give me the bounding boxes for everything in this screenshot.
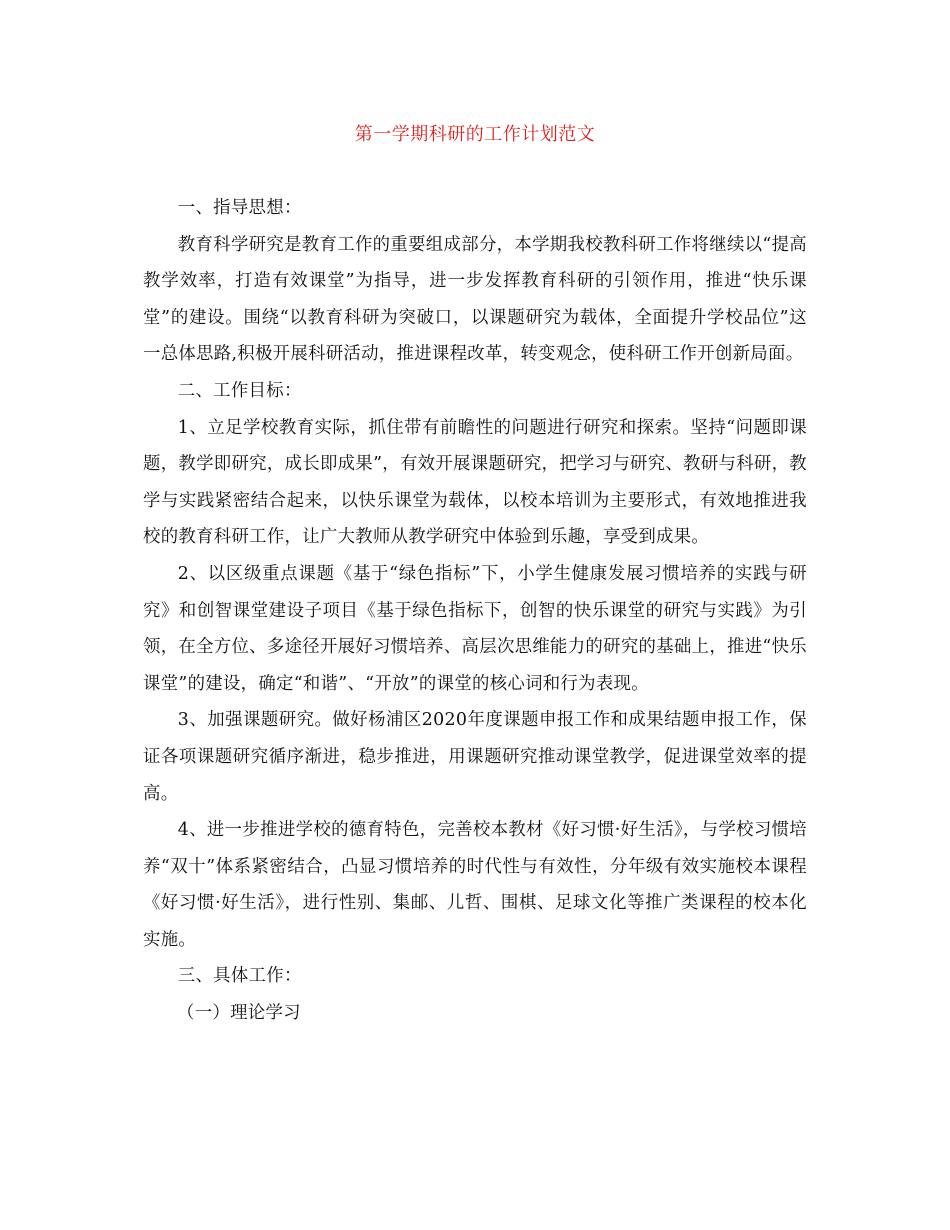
paragraph-goal-2: 2、以区级重点课题《基于“绿色指标”下，小学生健康发展习惯培养的实践与研究》和创智课堂建设子项目《基于绿色指标下，创智的快乐课堂的研究与实践》为引领，在全方位、多途径开展好习惯培养、高层次思维能力的研究的基础上，推进“快乐课堂”的建设，确定“和谐”、“开放”的课堂的核心词和行为表现。 [143,563,807,694]
document-body [143,190,807,1032]
section-heading-work-goals: 二、工作目标： [177,380,302,401]
section-heading-specific-work: 三、具体工作： [177,966,302,987]
paragraph-guiding-thought: 教育科学研究是教育工作的重要组成部分，本学期我校教科研工作将继续以“提高教学效率，打造有效课堂”为指导，进一步发挥教育科研的引领作用，推进“快乐课堂”的建设。围绕“以教育科研为突破口，以课题研究为载体，全面提升学校品位”这一总体思路,积极开展科研活动，推进课程改革，转变观念，使科研工作开创新局面。 [143,234,807,365]
subsection-heading-theory-study: （一）理论学习 [177,1003,301,1024]
paragraph-goal-4: 4、进一步推进学校的德育特色，完善校本教材《好习惯·好生活》，与学校习惯培养“双十”体系紧密结合，凸显习惯培养的时代性与有效性，分年级有效实施校本课程《好习惯·好生活》，进行性别、集邮、儿哲、围棋、足球文化等推广类课程的校本化实施。 [143,820,807,950]
paragraph-goal-1: 1、立足学校教育实际，抓住带有前瞻性的问题进行研究和探索。坚持“问题即课题，教学即研究，成长即成果”，有效开展课题研究，把学习与研究、教研与科研，教学与实践紧密结合起来，以快乐课堂为载体，以校本培训为主要形式，有效地推进我校的教育科研工作，让广大教师从教学研究中体验到乐趣，享受到成果。 [143,417,807,548]
section-heading-guiding-thought: 一、指导思想： [177,198,302,218]
document-title: 第一学期科研的工作计划范文 [354,124,596,145]
paragraph-goal-3: 3、加强课题研究。做好杨浦区2020年度课题申报工作和成果结题申报工作，保证各项课题研究循序渐进，稳步推进，用课题研究推动课堂教学，促进课堂效率的提高。 [143,710,807,804]
